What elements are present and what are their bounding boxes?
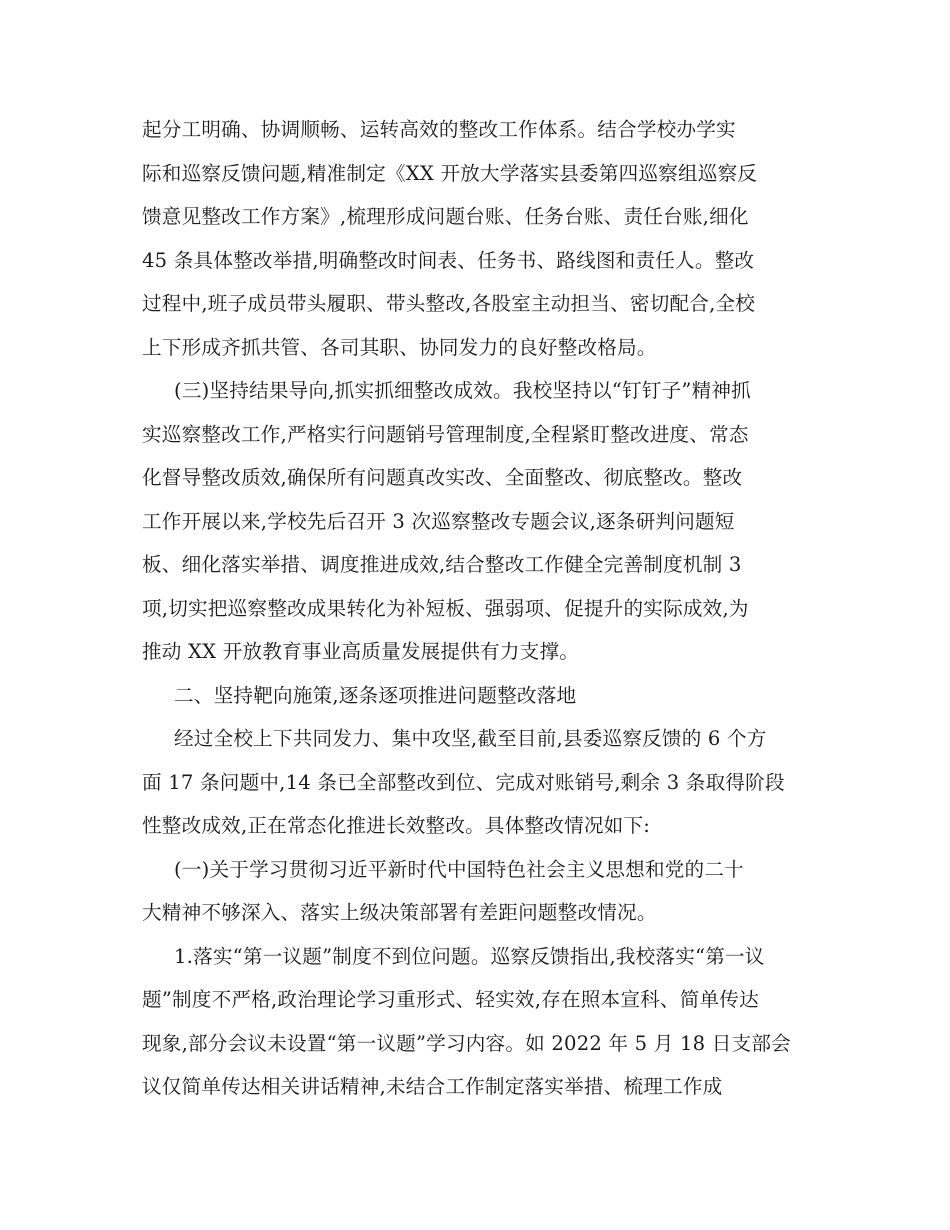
text-line: 上下形成齐抓共管、各司其职、协同发力的良好整改格局。: [142, 335, 657, 359]
text-line: 起分工明确、协调顺畅、运转高效的整改工作体系。结合学校办学实: [142, 118, 736, 141]
text-line: 二、坚持靶向施策,逐条逐项推进问题整改落地: [174, 683, 577, 707]
text-line: 项,切实把巡察整改成果转化为补短板、强弱项、促提升的实际成效,为: [142, 596, 749, 620]
text-line: 实巡察整改工作,严格实行问题销号管理制度,全程紧盯整改进度、常态: [142, 422, 749, 446]
text-line: 推动 XX 开放教育事业高质量发展提供有力支撑。: [142, 640, 580, 663]
text-line: 1.落实“第一议题”制度不到位问题。巡察反馈指出,我校落实“第一议: [174, 944, 765, 968]
text-line: 面 17 条问题中,14 条已全部整改到位、完成对账销号,剩余 3 条取得阶段: [142, 770, 785, 794]
text-line: 经过全校上下共同发力、集中攻坚,截至目前,县委巡察反馈的 6 个方: [174, 727, 767, 750]
text-line: 现象,部分会议未设置“第一议题”学习内容。如 2022 年 5 月 18 日支部会: [142, 1031, 791, 1055]
text-line: 工作开展以来,学校先后召开 3 次巡察整改专题会议,逐条研判问题短: [142, 509, 735, 533]
text-line: (三)坚持结果导向,抓实抓细整改成效。我校坚持以“钉钉子”精神抓: [174, 379, 751, 402]
text-line: 过程中,班子成员带头履职、带头整改,各股室主动担当、密切配合,全校: [142, 292, 756, 315]
text-line: 议仅简单传达相关讲话精神,未结合工作制定落实举措、梳理工作成: [142, 1075, 723, 1098]
document-body: [142, 108, 812, 1109]
text-line: 化督导整改质效,确保所有问题真改实改、全面整改、彻底整改。整改: [142, 466, 743, 489]
text-line: 性整改成效,正在常态化推进长效整改。具体整改情况如下:: [142, 814, 651, 837]
text-line: 45 条具体整改举措,明确整改时间表、任务书、路线图和责任人。整改: [142, 248, 755, 272]
text-line: 际和巡察反馈问题,精准制定《XX 开放大学落实县委第四巡察组巡察反: [142, 161, 758, 185]
text-line: 题”制度不严格,政治理论学习重形式、轻实效,存在照本宣科、简单传达: [142, 988, 759, 1011]
text-line: 板、细化落实举措、调度推进成效,结合整改工作健全完善制度机制 3: [142, 553, 742, 576]
text-line: 馈意见整改工作方案》,梳理形成问题台账、任务台账、责任台账,细化: [142, 205, 749, 228]
text-line: 大精神不够深入、落实上级决策部署有差距问题整改情况。: [142, 901, 657, 924]
text-line: (一)关于学习贯彻习近平新时代中国特色社会主义思想和党的二十: [174, 857, 744, 881]
